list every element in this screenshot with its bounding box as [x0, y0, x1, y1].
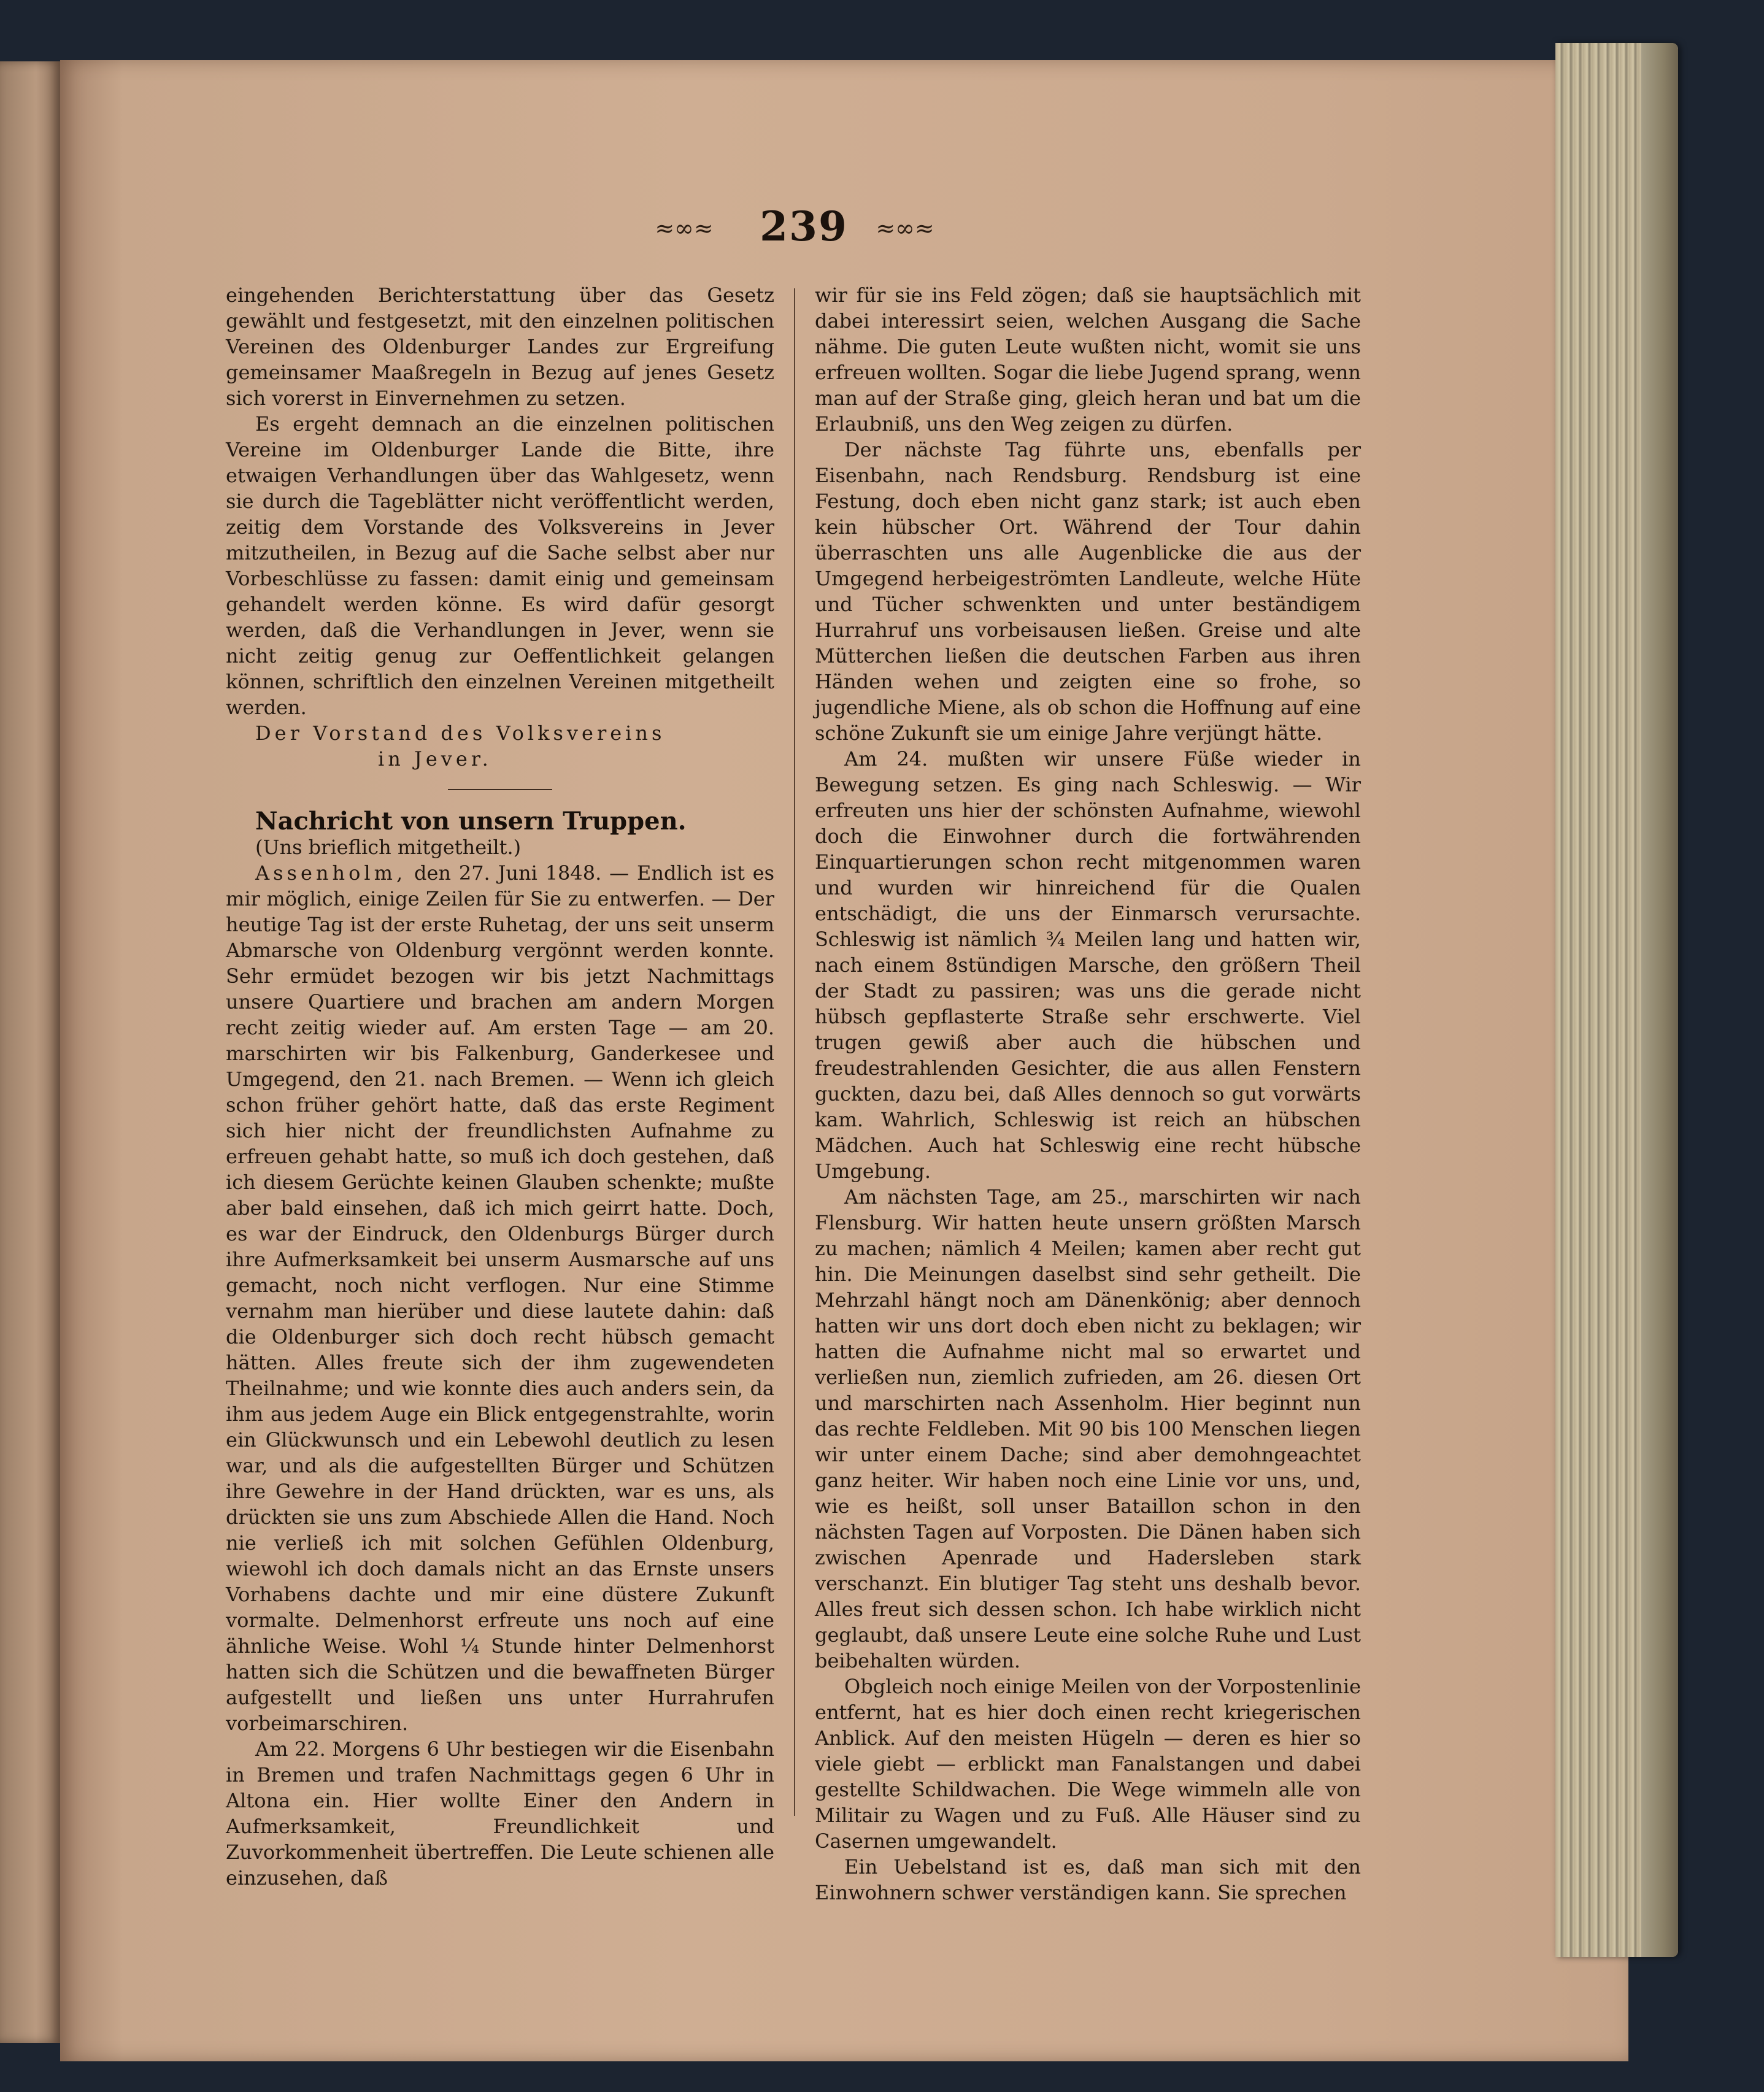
paragraph	[226, 860, 774, 1736]
book-cover-edge	[1641, 43, 1678, 1957]
paragraph: Ein Uebelstand ist es, daß man sich mit den Einwohnern schwer verständigen kann. Sie sprechen	[815, 1855, 1361, 1904]
article-title: Nachricht von unsern Truppen.	[255, 807, 687, 836]
right-column	[815, 282, 1361, 1905]
column-divider	[794, 288, 795, 1816]
paragraph: Am 22. Morgens 6 Uhr bestiegen wir die Eisenbahn in Bremen und trafen Nachmittags gegen 6 Uhr in Altona ein. Hier wollte Einer den Andern in Aufmerksamkeit, Freundlichkeit und Zuvorkommenheit übertreffen. Die Leute schienen alle einzusehen, daß	[226, 1737, 774, 1890]
paragraph: Am 24. mußten wir unsere Füße wieder in Bewegung setzen. Es ging nach Schleswig. — Wir erfreuten uns hier der schönsten Aufnahme, wiewohl doch die Einwohner durch die fortwährenden Einquartierungen schon recht mitgenommen waren und wurden wir hinreichend für die Qualen entschädigt, die uns der Einmarsch verursachte. Schleswig ist nämlich ¾ Meilen lang und hatten wir, nach einem 8stündigen Marsche, den größern Theil der Stadt zu passiren; was uns die gerade nicht hübsch gepflasterte Straße sehr erschwerte. Viel trugen gewiß aber auch die hübschen und freudestrahlenden Gesichter, die aus allen Fenstern guckten, dazu bei, daß Alles dennoch so gut vorwärts kam. Wahrlich, Schleswig ist reich an hübschen Mädchen. Auch hat Schleswig eine recht hübsche Umgebung.	[815, 747, 1361, 1183]
ornament-right-icon: ≈∞≈	[876, 215, 934, 242]
paragraph: eingehenden Berichterstattung über das Gesetz gewählt und festgesetzt, mit den einzelnen politischen Vereinen des Oldenburger Landes zur Ergreifung gemeinsamer Maaßregeln in Bezug auf jenes Gesetz sich vorerst in Einvernehmen zu setzen.	[226, 283, 774, 410]
paragraph: Es ergeht demnach an die einzelnen politischen Vereine im Oldenburger Lande die Bitte, ihre etwaigen Verhandlungen über das Wahlgesetz, wenn sie durch die Tageblätter nicht veröffentlicht werden, zeitig dem Vorstande des Volksvereins in Jever mitzutheilen, in Bezug auf die Sache selbst aber nur Vorbeschlüsse zu fassen: damit einig und gemeinsam gehandelt werden könne. Es wird dafür gesorgt werden, daß die Verhandlungen in Jever, wenn sie nicht zeitig genug zur Oeffentlichkeit gelangen können, schriftlich den einzelnen Vereinen mitgetheilt werden.	[226, 412, 774, 719]
article-subtitle: (Uns brieflich mitgetheilt.)	[255, 836, 522, 859]
signature-place: in Jever.	[378, 747, 492, 771]
paragraph: Der nächste Tag führte uns, ebenfalls per Eisenbahn, nach Rendsburg. Rendsburg ist eine Festung, doch eben nicht ganz stark; ist auch eben kein hübscher Ort. Während der Tour dahin überraschten uns alle Augenblicke die aus der Umgegend herbeigeströmten Landleute, welche Hüte und Tücher schwenkten und unter beständigem Hurrahruf uns vorbeisausen ließen. Greise und alte Mütterchen ließen die deutschen Farben aus ihren Händen wehen und zeigten eine so frohe, so jugendliche Miene, als ob schon die Hoffnung auf eine schöne Zukunft sie um einige Jahre verjüngt hätte.	[815, 438, 1361, 745]
left-column	[226, 282, 774, 1891]
page-edges	[1555, 43, 1678, 1957]
paragraph: Obgleich noch einige Meilen von der Vorpostenlinie entfernt, hat es hier doch einen recht kriegerischen Anblick. Auf den meisten Hügeln — deren es hier so viele giebt — erblickt man Fanalstangen und dabei gestellte Schildwachen. Die Wege wimmeln alle von Militair zu Wagen und zu Fuß. Alle Häuser sind zu Casernen umgewandelt.	[815, 1675, 1361, 1853]
paragraph: wir für sie ins Feld zögen; daß sie hauptsächlich mit dabei interessirt seien, welchen Ausgang die Sache nähme. Die guten Leute wußten nicht, womit sie uns erfreuen wollten. Sogar die liebe Jugend sprang, wenn man auf der Straße ging, gleich heran und bat um die Erlaubniß, uns den Weg zeigen zu dürfen.	[815, 283, 1361, 436]
paragraph: Am nächsten Tage, am 25., marschirten wir nach Flensburg. Wir hatten heute unsern größten Marsch zu machen; nämlich 4 Meilen; kamen aber recht gut hin. Die Meinungen daselbst sind sehr getheilt. Die Mehrzahl hängt noch am Dänenkönig; aber dennoch hatten wir uns dort doch eben nicht zu beklagen; wir hatten die Aufnahme nicht mal so erwartet und verließen nun, ziemlich zufrieden, am 26. diesen Ort und marschirten nach Assenholm. Hier beginnt nun das rechte Feldleben. Mit 90 bis 100 Menschen liegen wir unter einem Dache; sind aber demohngeachtet ganz heiter. Wir haben noch eine Linie vor uns, und, wie es heißt, soll unser Bataillon schon in den nächsten Tagen auf Vorposten. Die Dänen haben sich zwischen Apenrade und Hadersleben stark verschanzt. Ein blutiger Tag steht uns deshalb bevor. Alles freut sich dessen schon. Ich habe wirklich nicht geglaubt, daß unsere Leute eine solche Ruhe und Lust beibehalten würden.	[815, 1185, 1361, 1672]
dateline-place: Assenholm,	[255, 861, 407, 885]
paragraph-text: den 27. Juni 1848. — Endlich ist es mir möglich, einige Zeilen für Sie zu entwerfen. — Der heutige Tag ist der erste Ruhetag, der uns seit unserm Abmarsche von Oldenburg vergönnt werden konnte. Sehr ermüdet bezogen wir bis jetzt Nachmittags unsere Quartiere und brachen am andern Morgen recht zeitig wieder auf. Am ersten Tage — am 20. marschirten wir bis Falkenburg, Ganderkesee und Umgegend, den 21. nach Bremen. — Wenn ich gleich schon früher gehört hatte, daß das erste Regiment sich hier nicht der freundlichsten Aufnahme zu erfreuen gehabt hatte, so muß ich doch gestehen, daß ich diesem Gerüchte keinen Glauben schenkte; mußte aber bald einsehen, daß ich mich geirrt hatte. Doch, es war der Eindruck, den Oldenburgs Bürger durch ihre Aufmerksamkeit bei unserm Ausmarsche auf uns gemacht, noch nicht verflogen. Nur eine Stimme vernahm man hierüber und diese lautete dahin: daß die Oldenburger sich doch recht hübsch gemacht hätten. Alles freute sich der ihm zugewendeten Theilnahme; und wie konnte dies auch anders sein, da ihm aus jedem Auge ein Blick entgegenstrahlte, worin ein Glückwunsch und ein Lebewohl deutlich zu lesen war, und als die aufgestellten Bürger und Schützen ihre Gewehre in der Hand drückten, war es uns, als drückten sie uns zum Abschiede Allen die Hand. Noch nie verließ ich mit solchen Gefühlen Oldenburg, wiewohl ich doch damals nicht an das Ernste unsers Vorhabens dachte und mir eine düstere Zukunft vormalte. Delmenhorst erfreute uns noch auf eine ähnliche Weise. Wohl ¼ Stunde hinter Delmenhorst hatten sich die Schützen und die bewaffneten Bürger aufgestellt und ließen uns unter Hurrahrufen vorbeimarschiren.	[226, 861, 775, 1735]
page-number: 239	[760, 202, 848, 250]
ornament-left-icon: ≈∞≈	[655, 215, 714, 242]
section-rule	[448, 789, 552, 790]
signature-line: Der Vorstand des Volksvereins	[255, 721, 666, 745]
left-page-edge	[0, 61, 60, 2043]
